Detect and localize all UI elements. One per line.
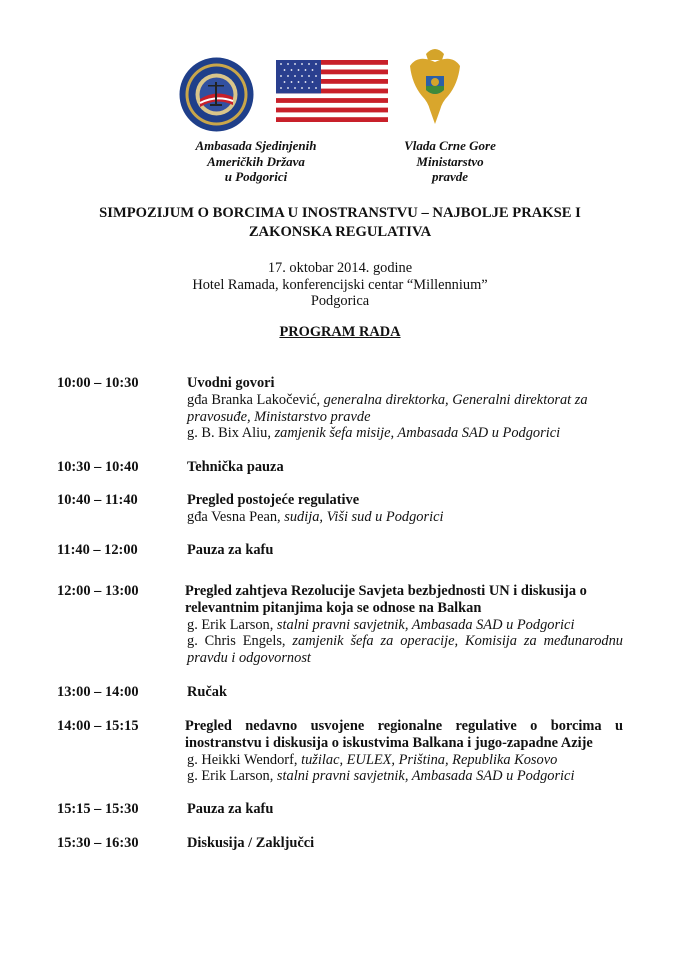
speaker-role: zamjenik šefa misije, Ambasada SAD u Podgorici [274,425,561,442]
ministry-caption [395,138,505,185]
program-session-title: Tehnička pauza [187,459,284,475]
program-time: 11:40 – 12:00 [57,542,138,558]
caption-line: Vlada Crne Gore [404,138,496,153]
program-session-title: Uvodni govori [187,375,275,391]
program-content [185,718,623,785]
program-content [187,684,623,701]
program-item [57,684,623,701]
speaker [187,509,623,526]
program-content [187,492,623,526]
speaker-name: g. Heikki Wendorf, [187,751,302,768]
us-flag-image [276,60,388,122]
speaker [187,768,623,785]
montenegro-coat-of-arms [408,44,462,126]
event-info [60,260,620,310]
caption-line: pravde [431,169,469,184]
event-venue: Hotel Ramada, konferencijski centar “Millennium” [192,276,488,293]
event-date: 17. oktobar 2014. godine [267,260,413,276]
event-city: Podgorica [310,293,370,310]
program-content [187,459,623,476]
inl-seal-logo [179,57,254,132]
program-heading: PROGRAM RADA [279,324,401,340]
speaker-name: g. B. Bix Aliu, [187,425,275,442]
program-time: 15:30 – 16:30 [57,835,139,851]
program-time: 13:00 – 14:00 [57,684,139,700]
us-embassy-caption [170,138,342,185]
program-session-title: Pregled nedavno usvojene regionalne regulative o borcima u inostranstvu i diskusija o iskustvima Balkana i jugo-zapadne Azije [185,718,623,751]
caption-line: u Podgorici [224,169,288,184]
speaker-name: gđa Vesna Pean, [187,508,285,525]
program-item [57,718,623,785]
program-session-title: Pregled postojeće regulative [187,492,360,508]
speaker-name: g. Erik Larson, [187,768,277,785]
speaker-role: stalni pravni savjetnik, Ambasada SAD u Podgorici [276,768,575,785]
program-time: 12:00 – 13:00 [57,583,139,599]
program-session-title: Ručak [187,684,227,700]
program-time: 10:40 – 11:40 [57,492,138,508]
speaker-role: zamjenik šefa za operacije, Komisija za međunarodnu pravdu i odgovornost [187,633,623,667]
speaker-role: sudija, Viši sud u Podgorici [284,508,444,525]
caption-line: Ministarstvo [416,153,484,169]
speaker-name: gđa Branka Lakočević, [187,391,324,408]
program-session-title: Pauza za kafu [187,801,274,817]
speaker-role: generalna direktorka, Generalni direktorat za pravosuđe, Ministarstvo pravde [187,391,588,425]
speaker [187,633,623,667]
program-item [57,459,623,476]
program-item [57,492,623,526]
program-content [187,801,623,818]
program-time: 10:00 – 10:30 [57,375,139,391]
program-session-title: Diskusija / Zaključci [187,835,315,851]
caption-line: Ambasada Sjedinjenih Američkih Država [195,138,317,169]
program-item [57,375,623,442]
program-item [57,583,623,667]
speaker-name: g. Chris Engels, [187,633,293,650]
program-item [57,801,623,818]
program-item [57,542,623,559]
program-content [187,835,623,852]
speaker [187,392,623,426]
program-item [57,835,623,852]
speaker-role: tužilac, EULEX, Priština, Republika Kosovo [301,751,558,768]
program-time: 15:15 – 15:30 [57,801,139,817]
title-line: SIMPOZIJUM O BORCIMA U INOSTRANSTVU – NAJBOLJE PRAKSE I [99,205,581,221]
program-session-title: Pauza za kafu [187,542,274,558]
speaker-name: g. Erik Larson, [187,616,277,633]
title-line: ZAKONSKA REGULATIVA [248,224,432,240]
speaker-role: stalni pravni savjetnik, Ambasada SAD u Podgorici [276,616,575,633]
program-content [187,542,623,559]
speaker [187,752,623,769]
program-content [185,583,623,667]
program-time: 10:30 – 10:40 [57,459,139,475]
speaker [187,425,623,442]
program-time: 14:00 – 15:15 [57,718,139,734]
speaker [187,617,623,634]
document-title [60,204,620,242]
program-content [187,375,623,442]
program-session-title: Pregled zahtjeva Rezolucije Savjeta bezbjednosti UN i diskusija o relevantnim pitanjima koja se odnose na Balkan [185,583,587,616]
